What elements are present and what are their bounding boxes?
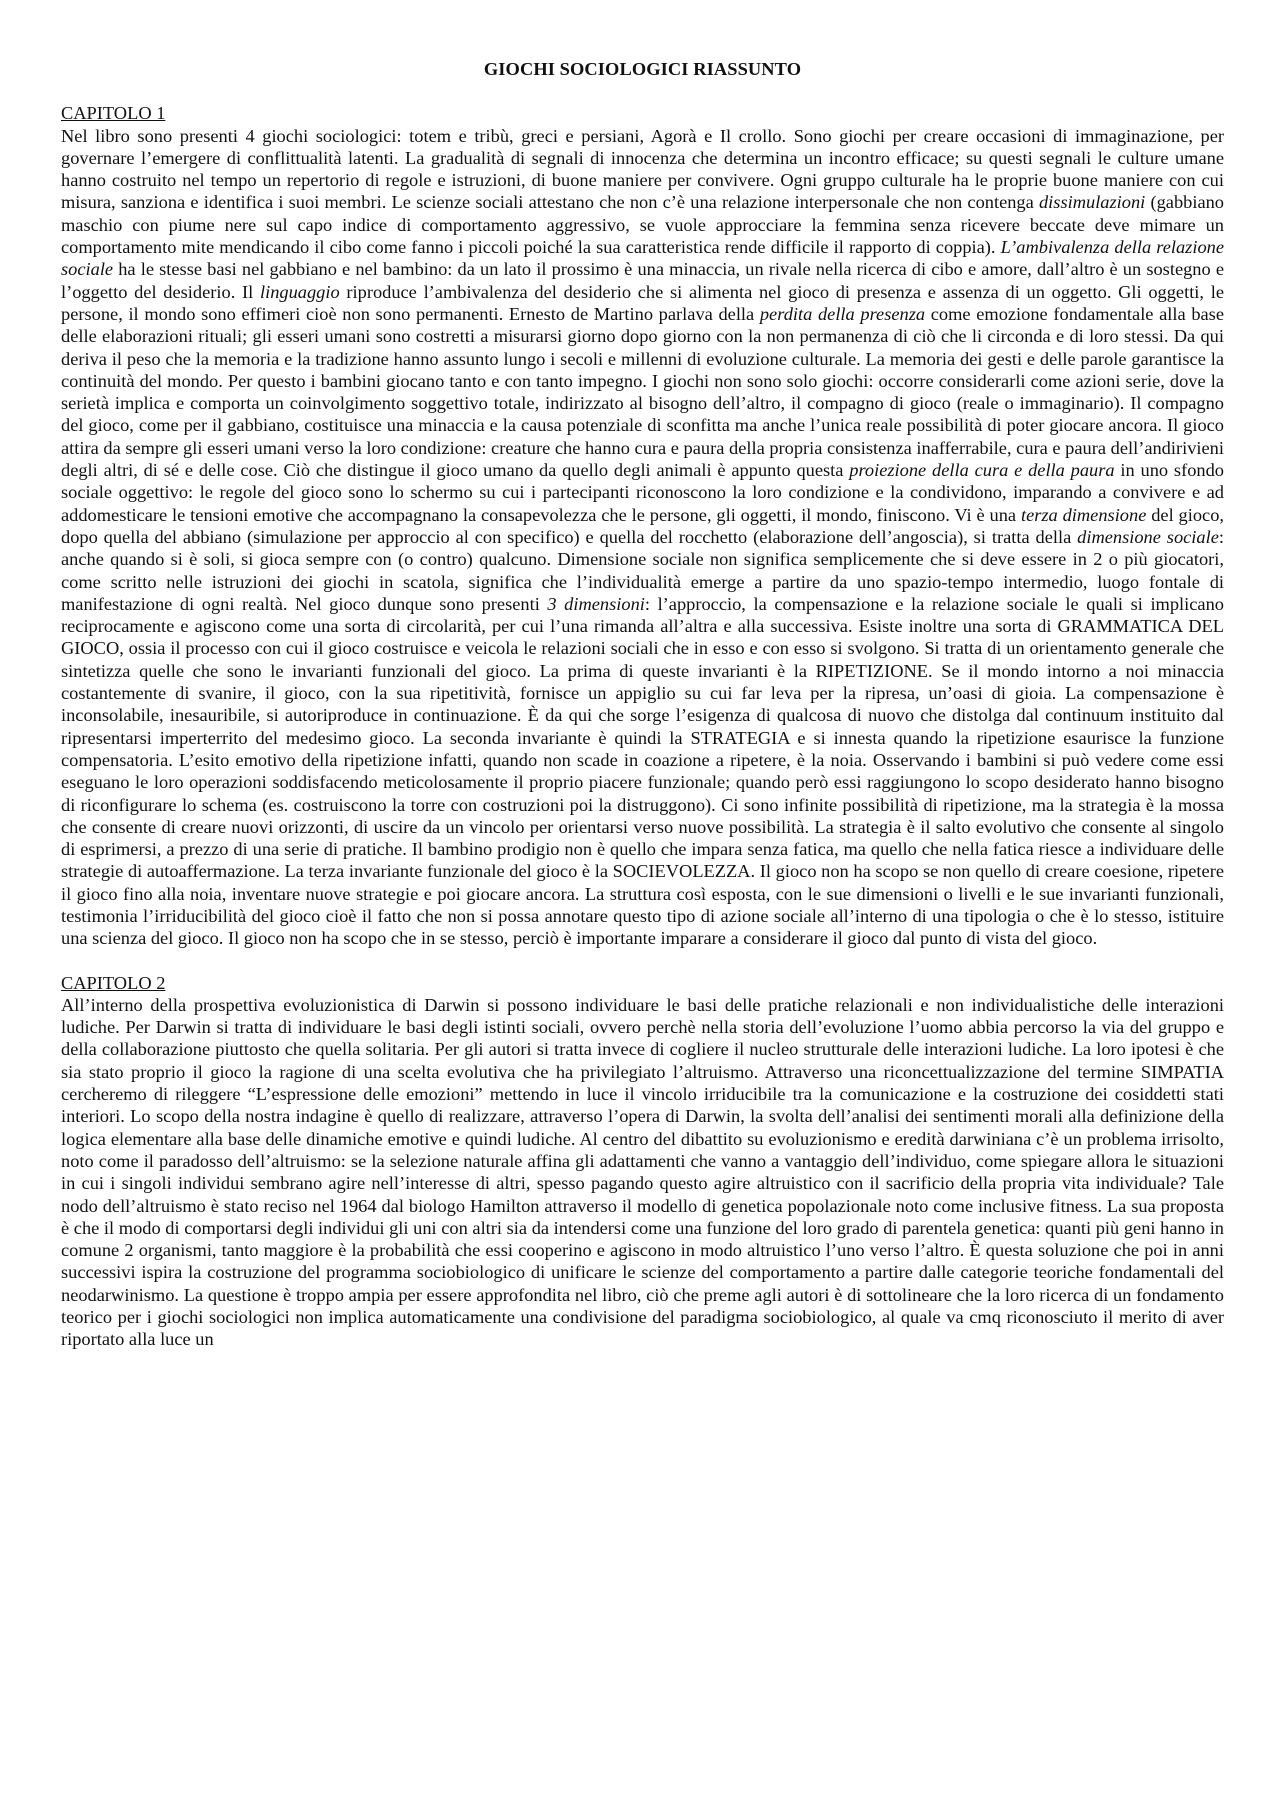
body-text: Nel libro sono presenti 4 giochi sociologici: totem e tribù, greci e persiani, Agorà e Il crollo. Sono giochi per creare occasioni di immaginazione, per governare l’emergere di conflittualità latenti. La gradualità di segnali di innocenza che determina un incontro efficace; su questi segnali le culture umane hanno costruito nel tempo un repertorio di regole e istruzioni, di buone maniere per convivere. Ogni gruppo culturale ha le proprie buone maniere con cui misura, sanziona e identifica i suoi membri. Le scienze sociali attestano che non c’è una relazione interpersonale che non contenga	[61, 125, 1224, 213]
emphasized-text: 3 dimensioni	[547, 593, 645, 614]
emphasized-text: proiezione della cura e della paura	[849, 460, 1115, 481]
body-text: : l’approccio, la compensazione e la relazione sociale le quali si implicano reciprocamente e agiscono come una sorta di circolarità, per cui l’una rimanda all’altra e alla successiva. Esiste inoltre una sorta di GRAMMATICA DEL GIOCO, ossia il processo con cui il gioco costruisce e veicola le relazioni sociali che in esso e con esso si svolgono. Si tratta di un orientamento generale che sintetizza quelle che sono le invarianti funzionali del gioco. La prima di queste invarianti è la RIPETIZIONE. Se il mondo intorno a noi minaccia costantemente di svanire, il gioco, con la sua ripetitività, fornisce un appiglio su cui far leva per la ripresa, un’oasi di gioia. La compensazione è inconsolabile, inesauribile, si autoriproduce in continuazione. È da qui che sorge l’esigenza di qualcosa di nuovo che distolga dal continuum instituito dal ripresentarsi imperterrito del medesimo gioco. La seconda invariante è quindi la STRATEGIA e si innesta quando la ripetizione esaurisce la funzione compensatoria. L’esito emotivo della ripetizione infatti, quando non scade in coazione a ripetere, è la noia. Osservando i bambini si può vedere come essi eseguano le loro operazioni soddisfacendo meticolosamente il proprio piacere funzionale; quando però essi raggiungono lo scopo desiderato hanno bisogno di riconfigurare lo schema (es. costruiscono la torre con costruzioni poi la distruggono). Ci sono infinite possibilità di ripetizione, ma la strategia è la mossa che consente di creare nuovi orizzonti, di uscire da un vincolo per orientarsi verso nuove possibilità. La strategia è il salto evolutivo che consente al singolo di esprimersi, a prezzo di una serie di pratiche. Il bambino prodigio non è quello che impara senza fatica, ma quello che nella fatica riesce a individuare delle strategie di autoaffermazione. La terza invariante funzionale del gioco è la SOCIEVOLEZZA. Il gioco non ha scopo se non quello di creare coesione, ripetere il gioco fino alla noia, inventare nuove strategie e poi giocare ancora. La struttura così esposta, con le sue dimensioni o livelli e le sue invarianti funzionali, testimonia l’irriducibilità del gioco cioè il fatto che non si possa annotare questo tipo di azione sociale all’interno di una tipologia o che è lo stesso, istituire una scienza del gioco. Il gioco non ha scopo che in se stesso, perciò è importante imparare a considerare il gioco dal punto di vista del gioco.	[61, 593, 1224, 949]
body-text: ha le stesse basi nel gabbiano e nel bambino: da un lato il prossimo è una minaccia, un rivale nella ricerca di cibo e amore, dall’altro è un sostegno e l’oggetto del desiderio. Il	[61, 259, 1224, 302]
chapter-heading: CAPITOLO 2	[61, 972, 166, 993]
emphasized-text: L’ambivalenza della relazione sociale	[61, 237, 1225, 280]
emphasized-text: terza dimensione	[1020, 504, 1147, 525]
emphasized-text: dissimulazioni	[1038, 192, 1146, 213]
body-text: del gioco, dopo quella del abbiano (simulazione per approccio al con specifico) e quella del rocchetto (elaborazione dell’angoscia), si tratta della	[61, 504, 1224, 547]
body-text: riproduce l’ambivalenza del desiderio che si alimenta nel gioco di presenza e assenza di un oggetto. Gli oggetti, le persone, il mondo sono effimeri cioè non sono permanenti. Ernesto de Martino parlava della	[61, 281, 1225, 324]
body-text: All’interno della prospettiva evoluzionistica di Darwin si possono individuare le basi delle pratiche relazionali e non individualistiche delle interazioni ludiche. Per Darwin si tratta di individuare le basi degli istinti sociali, ovvero perchè nella storia dell’evoluzione l’uomo abbia percorso la via del gruppo e della collaborazione piuttosto che quella solitaria. Per gli autori si tratta invece di cogliere il nucleo strutturale delle interazioni ludiche. La loro ipotesi è che sia stato proprio il gioco la ragione di una scelta evolutiva che ha privilegiato l’altruismo. Attraverso una riconcettualizzazione del termine SIMPATIA cercheremo di rileggere “L’espressione delle emozioni” mettendo in luce il vincolo irriducibile tra la comunicazione e la costruzione dei cosiddetti stati interiori. Lo scopo della nostra indagine è quello di realizzare, attraverso l’opera di Darwin, la svolta dell’analisi dei sentimenti morali alla definizione della logica elementare alla base delle dinamiche emotive e quindi ludiche. Al centro del dibattito su evoluzionismo e eredità darwiniana c’è un problema irrisolto, noto come il paradosso dell’altruismo: se la selezione naturale affina gli adattamenti che vanno a vantaggio dell’individuo, come spiegare allora le situazioni in cui i singoli individui sembrano agire nell’interesse di altri, spesso pagando questo agire altruistico con il sacrificio della propria vita individuale? Tale nodo dell’altruismo è stato reciso nel 1964 dal biologo Hamilton attraverso il modello di genetica popolazionale noto come inclusive fitness. La sua proposta è che il modo di comportarsi degli individui gli uni con altri sia da intendersi come una funzione del loro grado di parentela genetica: quanti più geni hanno in comune 2 organismi, tanto maggiore è la probabilità che essi cooperino e agiscono in modo altruistico l’uno verso l’altro. È questa soluzione che poi in anni successivi ispira la costruzione del programma sociobiologico di unificare le scienze del comportamento a partire dalle categorie teoriche fondamentali del neodarwinismo. La questione è troppo ampia per essere approfondita nel libro, ciò che preme agli autori è di sottolineare che la loro ricerca di un fondamento teorico per i giochi sociologici non implica automaticamente una condivisione del paradigma sociobiologico, al quale va cmq riconosciuto il merito di aver riportato alla luce un	[61, 994, 1224, 1350]
chapter-paragraph	[61, 125, 1224, 950]
body-text: come emozione fondamentale alla base delle elaborazioni rituali; gli esseri umani sono costretti a misurarsi giorno dopo giorno con la non permanenza di ciò che li circonda e di loro stessi. Da qui deriva il peso che la memoria e la tradizione hanno assunto lungo i secoli e millenni di evoluzione culturale. La memoria dei gesti e delle parole garantisce la continuità del mondo. Per questo i bambini giocano tanto e con tanto impegno. I giochi non sono solo giochi: occorre considerarli come azioni serie, dove la serietà implica e comporta un coinvolgimento soggettivo totale, indirizzato al bisogno dell’altro, il compagno di gioco (reale o immaginario). Il compagno del gioco, come per il gabbiano, costituisce una minaccia e la causa potenziale di sconfitta ma anche l’unica reale possibilità di poter giocare ancora. Il gioco attira da sempre gli esseri umani verso la loro condizione: creature che hanno cura e paura della propria consistenza inafferrabile, cura e paura dell’andirivieni degli altri, di sé e delle cose. Ciò che distingue il gioco umano da quello degli animali è appunto questa	[61, 303, 1224, 481]
chapter-heading: CAPITOLO 1	[61, 103, 166, 124]
body-text: in uno sfondo sociale oggettivo: le regole del gioco sono lo schermo su cui i partecipanti riconoscono la loro condizione e la condividono, imparando a convivere e ad addomesticare le tensioni emotive che accompagnano la consapevolezza che le persone, gli oggetti, il mondo, finiscono. Vi è una	[61, 460, 1224, 525]
emphasized-text: linguaggio	[259, 281, 340, 302]
chapter-2	[61, 972, 1224, 1351]
chapter-1	[61, 102, 1224, 949]
document-page	[61, 58, 1224, 1373]
body-text: : anche quando si è soli, si gioca sempre con (o contro) qualcuno. Dimensione sociale non significa semplicemente che si deve essere in 2 o più giocatori, come scritto nelle istruzioni dei giochi in scatola, significa che l’individualità emerge a partire da uno spazio-tempo intermedio, luogo fontale di manifestazione di ogni realtà. Nel gioco dunque sono presenti	[61, 526, 1225, 614]
document-title: GIOCHI SOCIOLOGICI RIASSUNTO	[483, 59, 802, 79]
emphasized-text: dimensione sociale	[1077, 526, 1219, 547]
body-text: (gabbiano maschio con piume nere sul capo indice di comportamento aggressivo, se vuole approcciare la femmina senza ricevere beccate deve mimare un comportamento mite mendicando il cibo come fanno i piccoli poiché la sua caratteristica rende difficile il rapporto di coppia).	[61, 192, 1224, 258]
emphasized-text: perdita della presenza	[759, 303, 926, 324]
chapter-paragraph	[61, 994, 1224, 1351]
